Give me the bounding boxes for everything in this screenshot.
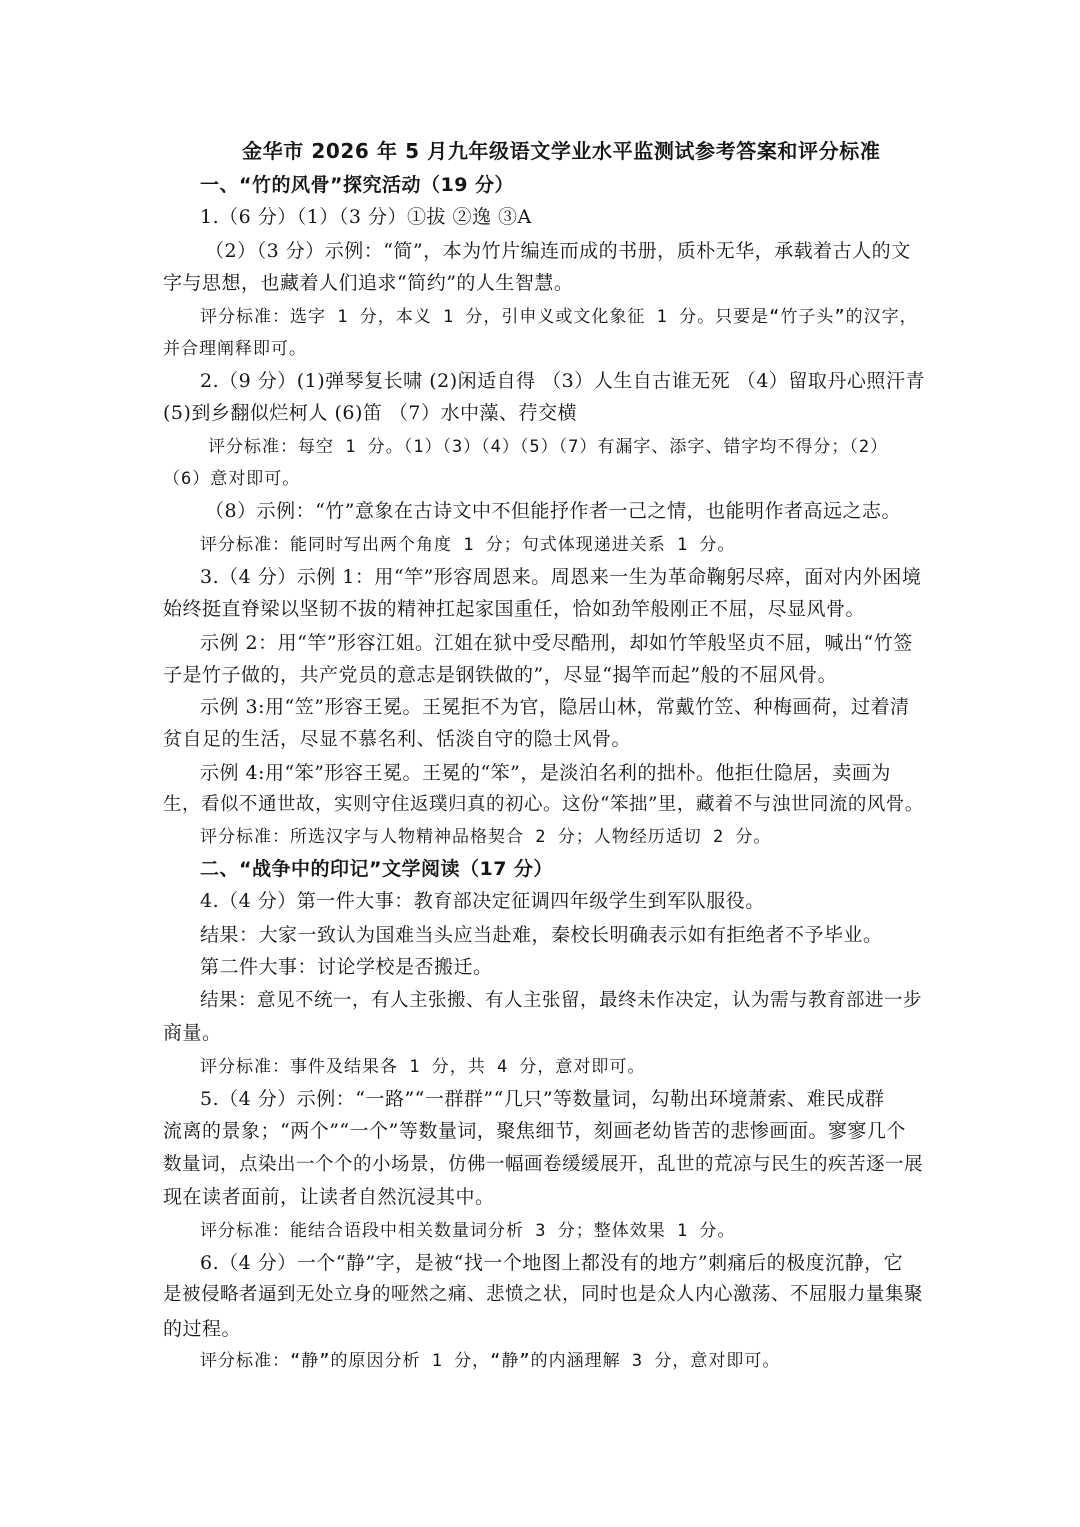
answer-q3-example3-line1: 示例 3:用“笠”形容王冕。王冕拒不为官，隐居山林，常戴竹笠、种梅画荷，过着清 bbox=[200, 696, 910, 718]
answer-q5-line1: 5.（4 分）示例：“一路”“一群群”“几只”等数量词，勾勒出环境萧索、难民成群 bbox=[200, 1088, 885, 1110]
answer-q3-example3-line2: 贫自足的生活，尽显不慕名利、恬淡自守的隐士风骨。 bbox=[163, 728, 632, 750]
answer-q3-example2-line2: 子是竹子做的，共产党员的意志是钢铁做的”，尽显“揭竿而起”般的不屈风骨。 bbox=[163, 664, 838, 686]
answer-q3-line1: 3.（4 分）示例 1：用“竿”形容周恩来。周恩来一生为革命鞠躬尽瘁，面对内外困境 bbox=[200, 566, 922, 588]
answer-q2-line2: (5)到乡翻似烂柯人 (6)笛 （7）水中藻、荇交横 bbox=[163, 402, 577, 424]
answer-q2-8: （8）示例：“竹”意象在古诗文中不但能抒作者一己之情，也能明作者高远之志。 bbox=[205, 500, 902, 522]
criteria-q2-line2: （6）意对即可。 bbox=[163, 469, 301, 489]
criteria-q5: 评分标准：能结合语段中相关数量词分析 3 分；整体效果 1 分。 bbox=[200, 1221, 736, 1241]
criteria-q1-line1: 评分标准：选字 1 分，本义 1 分，引申义或文化象征 1 分。只要是“竹子头”的汉字， bbox=[200, 307, 918, 327]
criteria-q1-line2: 并合理阐释即可。 bbox=[163, 339, 307, 359]
answer-q1-2-line2: 字与思想，也藏着人们追求“简约”的人生智慧。 bbox=[163, 272, 574, 294]
criteria-q2-8: 评分标准：能同时写出两个角度 1 分；句式体现递进关系 1 分。 bbox=[200, 535, 736, 555]
answer-q3-line2: 始终挺直脊梁以坚韧不拔的精神扛起家国重任，恰如劲竿般刚正不屈，尽显风骨。 bbox=[163, 598, 866, 620]
criteria-q2-line1: 评分标准：每空 1 分。（1）（3）（4）（5）（7）有漏字、添字、错字均不得分；（2） bbox=[208, 437, 889, 457]
criteria-q3: 评分标准：所选汉字与人物精神品格契合 2 分；人物经历适切 2 分。 bbox=[200, 827, 772, 847]
answer-q4-line1: 4.（4 分）第一件大事：教育部决定征调四年级学生到军队服役。 bbox=[200, 890, 765, 912]
criteria-q6: 评分标准：“静”的原因分析 1 分，“静”的内涵理解 3 分，意对即可。 bbox=[200, 1351, 781, 1371]
answer-q3-example4-line2: 生，看似不通世故，实则守住返璞归真的初心。这份“笨拙”里，藏着不与浊世同流的风骨。 bbox=[163, 794, 924, 815]
answer-q5-line3: 数量词，点染出一个个的小场景，仿佛一幅画卷缓缓展开，乱世的荒凉与民生的疾苦逐一展 bbox=[163, 1154, 924, 1175]
answer-q6-line2: 是被侵略者逼到无处立身的哑然之痛、悲愤之状，同时也是众人内心激荡、不屈服力量集聚 bbox=[163, 1284, 924, 1305]
answer-q4-line2: 结果：大家一致认为国难当头应当赴难，秦校长明确表示如有拒绝者不予毕业。 bbox=[200, 924, 883, 946]
answer-q3-example4-line1: 示例 4:用“笨”形容王冕。王冕的“笨”，是淡泊名利的拙朴。他拒仕隐居，卖画为 bbox=[200, 762, 891, 784]
answer-q6-line1: 6.（4 分）一个“静”字，是被“找一个地图上都没有的地方”刺痛后的极度沉静，它 bbox=[200, 1252, 904, 1274]
section-1-heading: 一、“竹的风骨”探究活动（19 分） bbox=[200, 174, 515, 196]
answer-q1: 1.（6 分）（1）（3 分）①拔 ②逸 ③A bbox=[200, 206, 532, 228]
answer-q6-line3: 的过程。 bbox=[163, 1318, 242, 1340]
answer-q4-line5: 商量。 bbox=[163, 1022, 222, 1044]
answer-q3-example2-line1: 示例 2：用“竿”形容江姐。江姐在狱中受尽酷刑，却如竹竿般坚贞不屈，喊出“竹签 bbox=[200, 632, 913, 654]
section-2-heading: 二、“战争中的印记”文学阅读（17 分） bbox=[200, 858, 554, 880]
answer-q2-line1: 2.（9 分）(1)弹琴复长啸 (2)闲适自得 （3）人生自古谁无死 （4）留取丹心照汗青 bbox=[200, 370, 925, 392]
document-title: 金华市 2026 年 5 月九年级语文学业水平监测试参考答案和评分标准 bbox=[242, 139, 881, 163]
answer-q4-line3: 第二件大事：讨论学校是否搬迁。 bbox=[200, 956, 493, 978]
criteria-q4: 评分标准：事件及结果各 1 分，共 4 分，意对即可。 bbox=[200, 1057, 646, 1077]
answer-q5-line4: 现在读者面前，让读者自然沉浸其中。 bbox=[163, 1186, 495, 1208]
answer-q5-line2: 流离的景象；“两个”“一个”等数量词，聚焦细节，刻画老幼皆苦的悲惨画面。寥寥几个 bbox=[163, 1120, 906, 1142]
answer-q4-line4: 结果：意见不统一，有人主张搬、有人主张留，最终未作决定，认为需与教育部进一步 bbox=[200, 990, 923, 1011]
answer-q1-2-line1: （2）（3 分）示例：“简”，本为竹片编连而成的书册，质朴无华，承载着古人的文 bbox=[205, 240, 911, 262]
